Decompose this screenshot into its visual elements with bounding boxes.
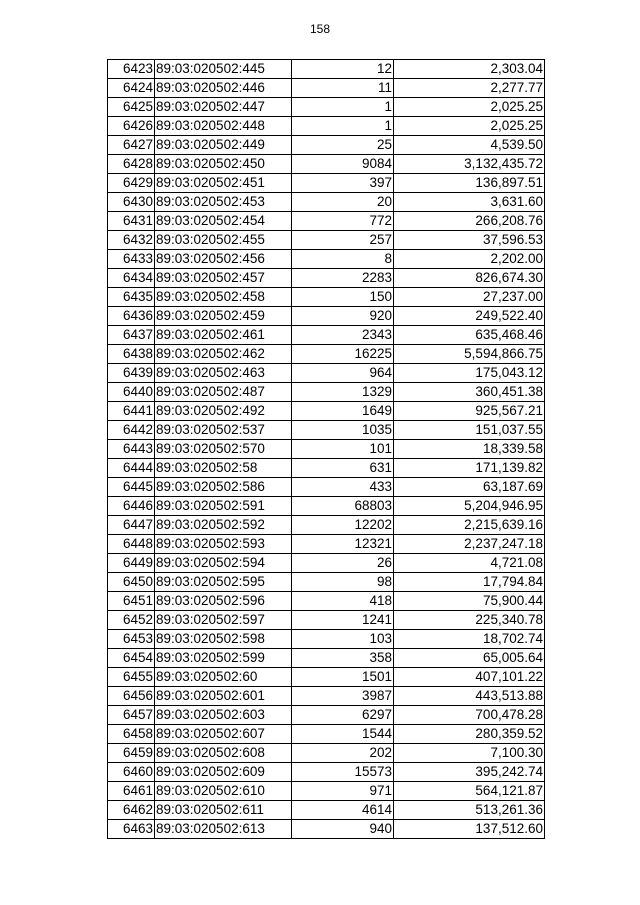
row-number-cell: 6438 bbox=[108, 345, 155, 364]
row-number-cell: 6435 bbox=[108, 288, 155, 307]
row-number-cell: 6449 bbox=[108, 554, 155, 573]
area-cell: 2283 bbox=[292, 269, 394, 288]
table-row bbox=[108, 573, 545, 592]
row-number-cell: 6427 bbox=[108, 136, 155, 155]
table-row bbox=[108, 402, 545, 421]
cadastral-value-cell: 7,100.30 bbox=[394, 744, 545, 763]
row-number-cell: 6442 bbox=[108, 421, 155, 440]
table-row bbox=[108, 269, 545, 288]
area-cell: 257 bbox=[292, 231, 394, 250]
cadastral-value-cell: 2,277.77 bbox=[394, 79, 545, 98]
cadastral-value-cell: 175,043.12 bbox=[394, 364, 545, 383]
cadastral-number-cell: 89:03:020502:449 bbox=[155, 136, 292, 155]
area-cell: 98 bbox=[292, 573, 394, 592]
cadastral-value-cell: 3,132,435.72 bbox=[394, 155, 545, 174]
cadastral-value-cell: 2,025.25 bbox=[394, 98, 545, 117]
area-cell: 631 bbox=[292, 459, 394, 478]
area-cell: 1329 bbox=[292, 383, 394, 402]
row-number-cell: 6453 bbox=[108, 630, 155, 649]
cadastral-number-cell: 89:03:020502:607 bbox=[155, 725, 292, 744]
area-cell: 150 bbox=[292, 288, 394, 307]
cadastral-number-cell: 89:03:020502:537 bbox=[155, 421, 292, 440]
table-row bbox=[108, 307, 545, 326]
table-row bbox=[108, 383, 545, 402]
cadastral-value-cell: 700,478.28 bbox=[394, 706, 545, 725]
area-cell: 20 bbox=[292, 193, 394, 212]
row-number-cell: 6425 bbox=[108, 98, 155, 117]
row-number-cell: 6455 bbox=[108, 668, 155, 687]
table-row bbox=[108, 592, 545, 611]
area-cell: 6297 bbox=[292, 706, 394, 725]
area-cell: 101 bbox=[292, 440, 394, 459]
cadastral-number-cell: 89:03:020502:608 bbox=[155, 744, 292, 763]
row-number-cell: 6431 bbox=[108, 212, 155, 231]
cadastral-number-cell: 89:03:020502:455 bbox=[155, 231, 292, 250]
row-number-cell: 6446 bbox=[108, 497, 155, 516]
row-number-cell: 6443 bbox=[108, 440, 155, 459]
cadastral-number-cell: 89:03:020502:592 bbox=[155, 516, 292, 535]
cadastral-number-cell: 89:03:020502:446 bbox=[155, 79, 292, 98]
row-number-cell: 6437 bbox=[108, 326, 155, 345]
cadastral-number-cell: 89:03:020502:601 bbox=[155, 687, 292, 706]
row-number-cell: 6450 bbox=[108, 573, 155, 592]
cadastral-value-cell: 407,101.22 bbox=[394, 668, 545, 687]
cadastral-number-cell: 89:03:020502:597 bbox=[155, 611, 292, 630]
table-row bbox=[108, 744, 545, 763]
area-cell: 1 bbox=[292, 98, 394, 117]
cadastral-number-cell: 89:03:020502:492 bbox=[155, 402, 292, 421]
row-number-cell: 6457 bbox=[108, 706, 155, 725]
cadastral-value-cell: 395,242.74 bbox=[394, 763, 545, 782]
cadastral-number-cell: 89:03:020502:595 bbox=[155, 573, 292, 592]
table-row bbox=[108, 478, 545, 497]
table-row bbox=[108, 440, 545, 459]
cadastral-value-cell: 65,005.64 bbox=[394, 649, 545, 668]
area-cell: 26 bbox=[292, 554, 394, 573]
cadastral-value-cell: 17,794.84 bbox=[394, 573, 545, 592]
area-cell: 358 bbox=[292, 649, 394, 668]
table-row bbox=[108, 421, 545, 440]
cadastral-number-cell: 89:03:020502:451 bbox=[155, 174, 292, 193]
cadastral-number-cell: 89:03:020502:570 bbox=[155, 440, 292, 459]
cadastral-value-cell: 826,674.30 bbox=[394, 269, 545, 288]
row-number-cell: 6448 bbox=[108, 535, 155, 554]
cadastral-number-cell: 89:03:020502:594 bbox=[155, 554, 292, 573]
cadastral-value-cell: 5,594,866.75 bbox=[394, 345, 545, 364]
cadastral-number-cell: 89:03:020502:457 bbox=[155, 269, 292, 288]
table-row bbox=[108, 155, 545, 174]
cadastral-value-cell: 18,702.74 bbox=[394, 630, 545, 649]
cadastral-number-cell: 89:03:020502:60 bbox=[155, 668, 292, 687]
cadastral-value-cell: 2,215,639.16 bbox=[394, 516, 545, 535]
cadastral-value-table bbox=[107, 59, 545, 839]
row-number-cell: 6441 bbox=[108, 402, 155, 421]
table-row bbox=[108, 687, 545, 706]
row-number-cell: 6432 bbox=[108, 231, 155, 250]
row-number-cell: 6445 bbox=[108, 478, 155, 497]
area-cell: 16225 bbox=[292, 345, 394, 364]
area-cell: 397 bbox=[292, 174, 394, 193]
cadastral-value-cell: 443,513.88 bbox=[394, 687, 545, 706]
cadastral-value-cell: 37,596.53 bbox=[394, 231, 545, 250]
table-row bbox=[108, 649, 545, 668]
row-number-cell: 6463 bbox=[108, 820, 155, 839]
table-row bbox=[108, 326, 545, 345]
row-number-cell: 6433 bbox=[108, 250, 155, 269]
row-number-cell: 6440 bbox=[108, 383, 155, 402]
table-row bbox=[108, 668, 545, 687]
cadastral-number-cell: 89:03:020502:456 bbox=[155, 250, 292, 269]
cadastral-value-cell: 2,202.00 bbox=[394, 250, 545, 269]
area-cell: 103 bbox=[292, 630, 394, 649]
area-cell: 1649 bbox=[292, 402, 394, 421]
cadastral-value-cell: 151,037.55 bbox=[394, 421, 545, 440]
cadastral-number-cell: 89:03:020502:463 bbox=[155, 364, 292, 383]
area-cell: 8 bbox=[292, 250, 394, 269]
table-row bbox=[108, 212, 545, 231]
table-row bbox=[108, 193, 545, 212]
area-cell: 3987 bbox=[292, 687, 394, 706]
table-row bbox=[108, 98, 545, 117]
table-row bbox=[108, 554, 545, 573]
area-cell: 964 bbox=[292, 364, 394, 383]
area-cell: 940 bbox=[292, 820, 394, 839]
cadastral-value-cell: 18,339.58 bbox=[394, 440, 545, 459]
area-cell: 2343 bbox=[292, 326, 394, 345]
cadastral-value-cell: 63,187.69 bbox=[394, 478, 545, 497]
table-row bbox=[108, 801, 545, 820]
table-row bbox=[108, 345, 545, 364]
table-row bbox=[108, 79, 545, 98]
area-cell: 971 bbox=[292, 782, 394, 801]
table-row bbox=[108, 611, 545, 630]
row-number-cell: 6430 bbox=[108, 193, 155, 212]
cadastral-value-cell: 27,237.00 bbox=[394, 288, 545, 307]
table-row bbox=[108, 706, 545, 725]
area-cell: 12 bbox=[292, 60, 394, 79]
row-number-cell: 6426 bbox=[108, 117, 155, 136]
row-number-cell: 6424 bbox=[108, 79, 155, 98]
row-number-cell: 6459 bbox=[108, 744, 155, 763]
cadastral-value-cell: 137,512.60 bbox=[394, 820, 545, 839]
cadastral-value-cell: 4,721.08 bbox=[394, 554, 545, 573]
table-row bbox=[108, 497, 545, 516]
area-cell: 15573 bbox=[292, 763, 394, 782]
area-cell: 4614 bbox=[292, 801, 394, 820]
cadastral-value-cell: 360,451.38 bbox=[394, 383, 545, 402]
row-number-cell: 6444 bbox=[108, 459, 155, 478]
cadastral-value-cell: 635,468.46 bbox=[394, 326, 545, 345]
cadastral-value-cell: 3,631.60 bbox=[394, 193, 545, 212]
table-row bbox=[108, 820, 545, 839]
row-number-cell: 6439 bbox=[108, 364, 155, 383]
cadastral-number-cell: 89:03:020502:611 bbox=[155, 801, 292, 820]
area-cell: 1 bbox=[292, 117, 394, 136]
table-row bbox=[108, 459, 545, 478]
table-row bbox=[108, 174, 545, 193]
cadastral-value-cell: 513,261.36 bbox=[394, 801, 545, 820]
cadastral-value-cell: 266,208.76 bbox=[394, 212, 545, 231]
table-row bbox=[108, 288, 545, 307]
cadastral-number-cell: 89:03:020502:447 bbox=[155, 98, 292, 117]
row-number-cell: 6454 bbox=[108, 649, 155, 668]
cadastral-number-cell: 89:03:020502:586 bbox=[155, 478, 292, 497]
row-number-cell: 6428 bbox=[108, 155, 155, 174]
cadastral-number-cell: 89:03:020502:610 bbox=[155, 782, 292, 801]
cadastral-number-cell: 89:03:020502:453 bbox=[155, 193, 292, 212]
area-cell: 433 bbox=[292, 478, 394, 497]
cadastral-number-cell: 89:03:020502:591 bbox=[155, 497, 292, 516]
area-cell: 1544 bbox=[292, 725, 394, 744]
cadastral-number-cell: 89:03:020502:454 bbox=[155, 212, 292, 231]
cadastral-value-cell: 5,204,946.95 bbox=[394, 497, 545, 516]
table-row bbox=[108, 136, 545, 155]
cadastral-number-cell: 89:03:020502:462 bbox=[155, 345, 292, 364]
cadastral-number-cell: 89:03:020502:450 bbox=[155, 155, 292, 174]
table-row bbox=[108, 630, 545, 649]
cadastral-number-cell: 89:03:020502:458 bbox=[155, 288, 292, 307]
table-row bbox=[108, 725, 545, 744]
cadastral-number-cell: 89:03:020502:448 bbox=[155, 117, 292, 136]
cadastral-value-cell: 564,121.87 bbox=[394, 782, 545, 801]
cadastral-value-cell: 925,567.21 bbox=[394, 402, 545, 421]
area-cell: 11 bbox=[292, 79, 394, 98]
row-number-cell: 6461 bbox=[108, 782, 155, 801]
cadastral-value-cell: 2,025.25 bbox=[394, 117, 545, 136]
table-row bbox=[108, 60, 545, 79]
cadastral-number-cell: 89:03:020502:613 bbox=[155, 820, 292, 839]
cadastral-number-cell: 89:03:020502:596 bbox=[155, 592, 292, 611]
area-cell: 12202 bbox=[292, 516, 394, 535]
cadastral-number-cell: 89:03:020502:487 bbox=[155, 383, 292, 402]
table-row bbox=[108, 782, 545, 801]
cadastral-number-cell: 89:03:020502:445 bbox=[155, 60, 292, 79]
table-row bbox=[108, 516, 545, 535]
cadastral-value-cell: 249,522.40 bbox=[394, 307, 545, 326]
cadastral-value-cell: 280,359.52 bbox=[394, 725, 545, 744]
area-cell: 25 bbox=[292, 136, 394, 155]
area-cell: 772 bbox=[292, 212, 394, 231]
cadastral-value-cell: 2,303.04 bbox=[394, 60, 545, 79]
area-cell: 202 bbox=[292, 744, 394, 763]
cadastral-value-cell: 136,897.51 bbox=[394, 174, 545, 193]
cadastral-value-cell: 75,900.44 bbox=[394, 592, 545, 611]
area-cell: 68803 bbox=[292, 497, 394, 516]
table-body bbox=[108, 60, 545, 839]
row-number-cell: 6434 bbox=[108, 269, 155, 288]
table-row bbox=[108, 763, 545, 782]
cadastral-value-cell: 4,539.50 bbox=[394, 136, 545, 155]
area-cell: 1501 bbox=[292, 668, 394, 687]
row-number-cell: 6452 bbox=[108, 611, 155, 630]
cadastral-number-cell: 89:03:020502:603 bbox=[155, 706, 292, 725]
cadastral-number-cell: 89:03:020502:459 bbox=[155, 307, 292, 326]
cadastral-value-cell: 171,139.82 bbox=[394, 459, 545, 478]
row-number-cell: 6456 bbox=[108, 687, 155, 706]
page-number: 158 bbox=[309, 22, 331, 36]
area-cell: 12321 bbox=[292, 535, 394, 554]
row-number-cell: 6436 bbox=[108, 307, 155, 326]
cadastral-number-cell: 89:03:020502:609 bbox=[155, 763, 292, 782]
cadastral-number-cell: 89:03:020502:593 bbox=[155, 535, 292, 554]
cadastral-number-cell: 89:03:020502:461 bbox=[155, 326, 292, 345]
area-cell: 1241 bbox=[292, 611, 394, 630]
row-number-cell: 6451 bbox=[108, 592, 155, 611]
table-row bbox=[108, 364, 545, 383]
row-number-cell: 6462 bbox=[108, 801, 155, 820]
row-number-cell: 6458 bbox=[108, 725, 155, 744]
cadastral-number-cell: 89:03:020502:599 bbox=[155, 649, 292, 668]
table-row bbox=[108, 231, 545, 250]
cadastral-number-cell: 89:03:020502:598 bbox=[155, 630, 292, 649]
area-cell: 9084 bbox=[292, 155, 394, 174]
cadastral-value-cell: 225,340.78 bbox=[394, 611, 545, 630]
area-cell: 418 bbox=[292, 592, 394, 611]
row-number-cell: 6447 bbox=[108, 516, 155, 535]
cadastral-value-cell: 2,237,247.18 bbox=[394, 535, 545, 554]
cadastral-number-cell: 89:03:020502:58 bbox=[155, 459, 292, 478]
table-row bbox=[108, 117, 545, 136]
row-number-cell: 6460 bbox=[108, 763, 155, 782]
area-cell: 920 bbox=[292, 307, 394, 326]
area-cell: 1035 bbox=[292, 421, 394, 440]
table-row bbox=[108, 250, 545, 269]
row-number-cell: 6423 bbox=[108, 60, 155, 79]
row-number-cell: 6429 bbox=[108, 174, 155, 193]
table-row bbox=[108, 535, 545, 554]
